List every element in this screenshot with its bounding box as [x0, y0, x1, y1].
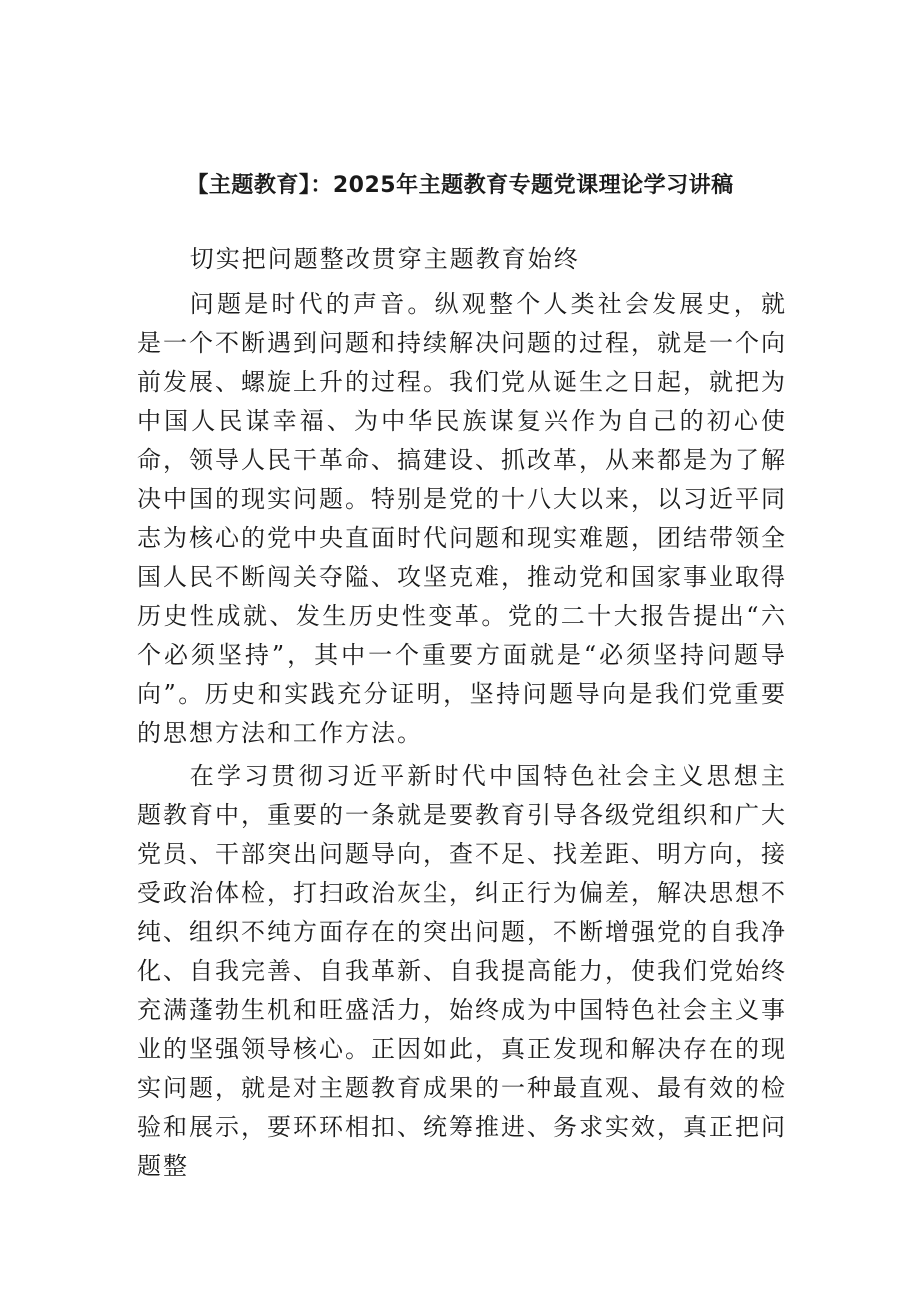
body-paragraph-1: 问题是时代的声音。纵观整个人类社会发展史，就是一个不断遇到问题和持续解决问题的过程，就是一个向前发展、螺旋上升的过程。我们党从诞生之日起，就把为中国人民谋幸福、为中华民族谋复兴作为自己的初心使命，领导人民干革命、搞建设、抓改革，从来都是为了解决中国的现实问题。特别是党的十八大以来，以习近平同志为核心的党中央直面时代问题和现实难题，团结带领全国人民不断闯关夺隘、攻坚克难，推动党和国家事业取得历史性成就、发生历史性变革。党的二十大报告提出“六个必须坚持”，其中一个重要方面就是“必须坚持问题导向”。历史和实践充分证明，坚持问题导向是我们党重要的思想方法和工作方法。 [137, 290, 787, 747]
document-title: 【主题教育】：2025年主题教育专题党课理论学习讲稿 [186, 173, 734, 198]
section-heading: 切实把问题整改贯穿主题教育始终 [189, 245, 580, 273]
document-body [137, 240, 787, 1190]
body-paragraph-2: 在学习贯彻习近平新时代中国特色社会主义思想主题教育中，重要的一条就是要教育引导各级党组织和广大党员、干部突出问题导向，查不足、找差距、明方向，接受政治体检，打扫政治灰尘，纠正行为偏差，解决思想不纯、组织不纯方面存在的突出问题，不断增强党的自我净化、自我完善、自我革新、自我提高能力，使我们党始终充满蓬勃生机和旺盛活力，始终成为中国特色社会主义事业的坚强领导核心。正因如此，真正发现和解决存在的现实问题，就是对主题教育成果的一种最直观、最有效的检验和展示，要环环相扣、统筹推进、务求实效，真正把问题整 [137, 762, 787, 1180]
